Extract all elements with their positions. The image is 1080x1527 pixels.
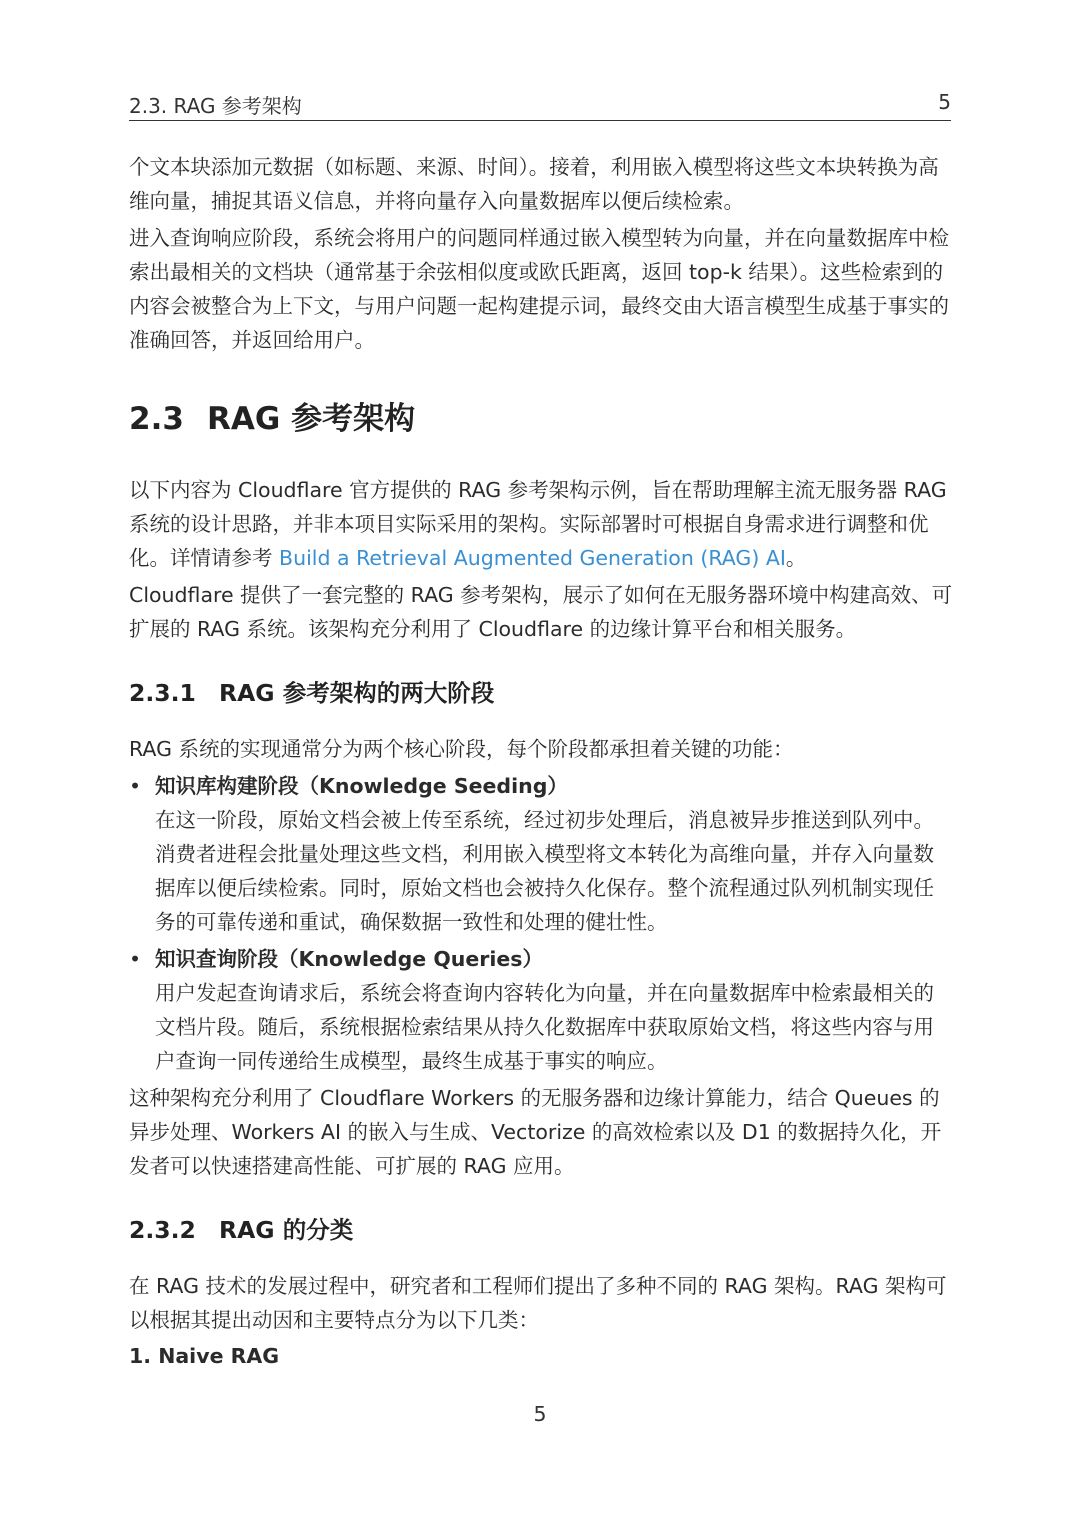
list-item	[129, 942, 953, 1078]
page-content	[129, 150, 953, 1373]
subsection-2-3-1-closing: 这种架构充分利用了 Cloudflare Workers 的无服务器和边缘计算能力，结合 Queues 的异步处理、Workers AI 的嵌入与生成、Vectorize 的高效检索以及 D1 的数据持久化，开发者可以快速搭建高性能、可扩展的 RAG 应用。	[129, 1086, 942, 1178]
running-header-page: 5	[938, 90, 951, 114]
subsection-number: 2.3.1	[129, 679, 196, 707]
subsection-heading-2-3-1	[129, 676, 953, 710]
list-item	[129, 769, 953, 939]
paragraph-text: 以下内容为 Cloudflare 官方提供的 RAG 参考架构示例，旨在帮助理解主流无服务器 RAG 系统的设计思路，并非本项目实际采用的架构。实际部署时可根据自身需求进行调整和优化。详情请参考	[129, 478, 947, 570]
subsection-title: RAG 参考架构的两大阶段	[219, 679, 495, 707]
reference-link[interactable]: Build a Retrieval Augmented Generation (RAG) AI	[279, 546, 786, 570]
list-item-title: 知识库构建阶段（Knowledge Seeding）	[155, 774, 568, 798]
naive-rag-heading: 1. Naive RAG	[129, 1344, 280, 1368]
subsection-2-3-1-intro: RAG 系统的实现通常分为两个核心阶段，每个阶段都承担着关键的功能：	[129, 737, 794, 761]
section-2-3-paragraph-1	[129, 473, 953, 575]
list-item-body: 用户发起查询请求后，系统会将查询内容转化为向量，并在向量数据库中检索最相关的文档片段。随后，系统根据检索结果从持久化数据库中获取原始文档，将这些内容与用户查询一同传递给生成模型，最终生成基于事实的响应。	[155, 981, 934, 1073]
phase-list	[129, 769, 953, 1078]
bullet-marker: •	[129, 947, 142, 971]
section-heading-2-3	[129, 399, 953, 439]
section-title: RAG 参考架构	[207, 401, 416, 437]
intro-paragraph-1: 个文本块添加元数据（如标题、来源、时间）。接着，利用嵌入模型将这些文本块转换为高维向量，捕捉其语义信息，并将向量存入向量数据库以便后续检索。	[129, 155, 939, 213]
subsection-number: 2.3.2	[129, 1216, 196, 1244]
list-item-body: 在这一阶段，原始文档会被上传至系统，经过初步处理后，消息被异步推送到队列中。消费者进程会批量处理这些文档，利用嵌入模型将文本转化为高维向量，并存入向量数据库以便后续检索。同时，原始文档也会被持久化保存。整个流程通过队列机制实现任务的可靠传递和重试，确保数据一致性和处理的健壮性。	[155, 808, 934, 934]
paragraph-text-end: 。	[785, 546, 807, 570]
running-header-title: 2.3. RAG 参考架构	[129, 94, 302, 118]
running-header	[129, 86, 951, 121]
subsection-2-3-2-intro: 在 RAG 技术的发展过程中，研究者和工程师们提出了多种不同的 RAG 架构。RAG 架构可以根据其提出动因和主要特点分为以下几类：	[129, 1274, 947, 1332]
bullet-marker: •	[129, 774, 142, 798]
section-2-3-paragraph-2: Cloudflare 提供了一套完整的 RAG 参考架构，展示了如何在无服务器环境中构建高效、可扩展的 RAG 系统。该架构充分利用了 Cloudflare 的边缘计算平台和相关服务。	[129, 583, 953, 641]
list-item-title: 知识查询阶段（Knowledge Queries）	[155, 947, 543, 971]
subsection-heading-2-3-2	[129, 1213, 953, 1247]
subsection-title: RAG 的分类	[219, 1216, 354, 1244]
page-number: 5	[533, 1402, 547, 1426]
intro-paragraph-2: 进入查询响应阶段，系统会将用户的问题同样通过嵌入模型转为向量，并在向量数据库中检索出最相关的文档块（通常基于余弦相似度或欧氏距离，返回 top-k 结果）。这些检索到的内容会被整合为上下文，与用户问题一起构建提示词，最终交由大语言模型生成基于事实的准确回答，并返回给用户。	[129, 226, 949, 352]
section-number: 2.3	[129, 401, 184, 437]
